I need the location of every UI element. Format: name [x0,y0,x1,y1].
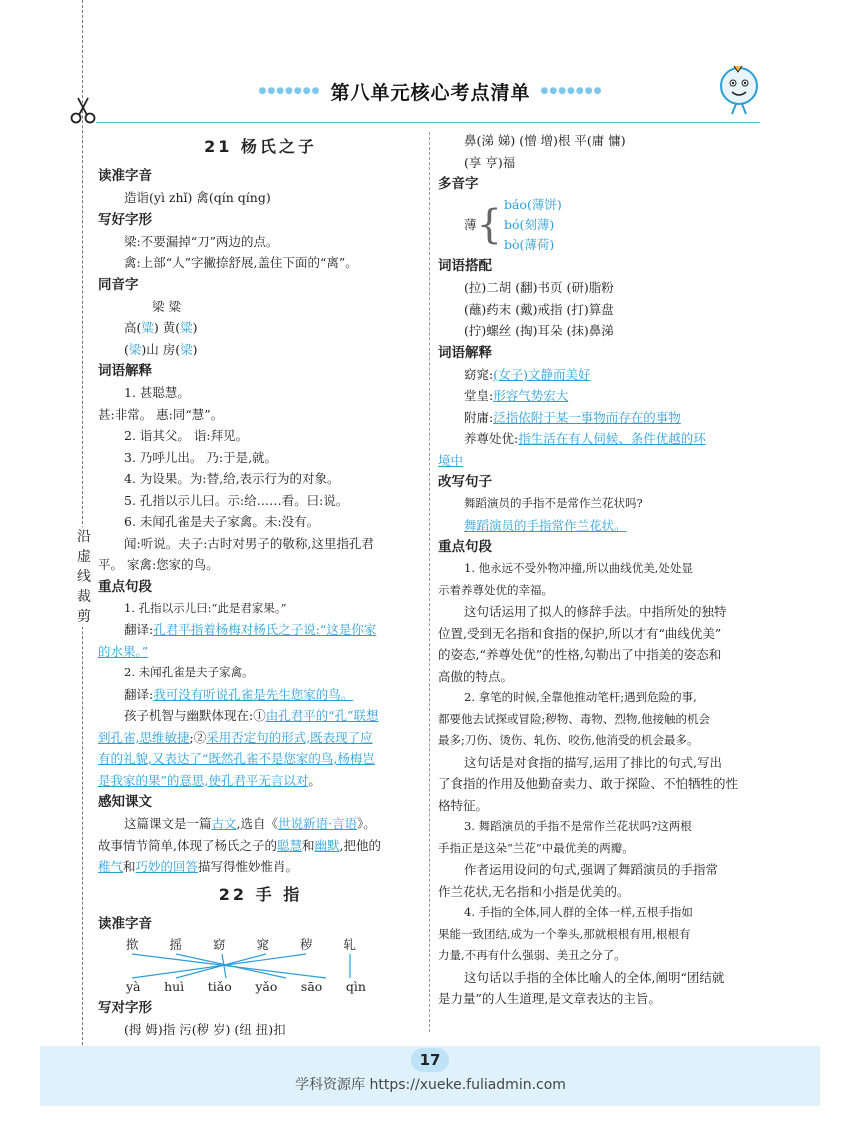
section-heading: 同音字 [98,275,147,296]
text: 高( [124,320,142,335]
analysis-line [98,748,423,770]
key-sentence: 示着养尊处优的幸福。 [438,582,553,597]
lesson-title-22: 22 手 指 [218,884,303,904]
brace-icon: { [476,202,502,248]
poly-reading: bò(薄荷) [503,237,555,252]
translation-line [98,684,423,706]
explain-line: 1. 甚聪慧。 [124,385,190,400]
pinyin: yà [126,978,141,994]
text: 窈窕: [464,366,494,382]
summary-line [98,835,423,857]
read-line: 造诣(yì zhǐ) 禽(qín qíng) [124,190,271,205]
text: 》。 [357,816,376,831]
explain-line [438,428,764,450]
analysis-line: 作兰花状,无名指和小指是优美的。 [438,883,630,899]
header-dots-right: ●●●●●●● [540,86,603,96]
analysis-line: 这句话运用了拟人的修辞手法。中指所处的独特 [464,604,727,619]
key-sentence: 手指正是这朵“兰花”中最优美的两瓣。 [438,840,634,855]
page-number: 17 [411,1048,449,1072]
explain-line [438,407,764,429]
char: 揿 [126,936,139,952]
key-sentence: 3. 舞蹈演员的手指不是常作兰花状吗?这两根 [464,819,692,833]
right-column [438,130,764,1010]
text: )山 房( [141,341,181,357]
section-heading: 读准字音 [98,914,160,935]
section-heading: 重点句段 [438,537,500,558]
text: 养尊处优: [464,431,519,446]
analysis-line: 这句话以手指的全体比喻人的全体,阐明“团结就 [464,969,725,985]
key-sentence: 1. 他永远不受外物冲撞,所以曲线优美,处处显 [464,561,693,575]
answer: 我可没有听说孔雀是先生您家的鸟。 [153,686,354,702]
text: 故事情节简单,体现了杨氏之子的 [98,837,277,853]
cut-line [82,0,83,1050]
text: ) [192,320,198,335]
answer: 梁 [128,341,142,357]
homophone-line [98,317,423,339]
key-sentence: 果能一致团结,成为一个拳头,那就根根有用,根根有 [438,926,691,941]
answer: 有的礼貌,又表达了“既然孔雀不是您家的鸟,杨梅岂 [98,751,375,766]
text: ) [192,341,198,357]
poly-readings [504,195,562,255]
rewrite-original: 舞蹈演员的手指不是常作兰花状吗? [464,496,643,510]
answer: 是我家的果”的意思,使孔君平无言以对 [98,772,309,788]
poly-reading: bó(刻薄) [503,217,555,232]
analysis-line: 作者运用设问的句式,强调了舞蹈演员的手指常 [464,862,718,877]
matching-lines [126,952,366,980]
explain-line [438,364,764,386]
text: ;② [189,729,207,745]
pinyin-row [126,979,366,994]
char-choice-line: (享 亨)福 [464,154,516,170]
scissors-icon [68,96,98,126]
text: 这篇课文是一篇 [124,816,212,831]
answer: 聪慧 [276,837,302,853]
analysis-line: 位置,受到无名指和食指的保护,所以才有“曲线优美” [438,625,722,641]
mascot-icon [714,62,764,118]
analysis-line [98,727,423,749]
explain-line [438,450,764,472]
analysis-line: 是力量”的人生道理,是文章表达的主旨。 [438,991,661,1006]
matching-exercise [98,935,423,997]
text: 堂皇: [464,388,494,403]
text: 翻译: [124,622,154,637]
explain-line: 6. 未闻孔雀是夫子家禽。未:没有。 [124,514,320,529]
rewrite-answer [438,515,764,537]
answer: 指生活在有人伺候、条件优越的环 [518,431,706,446]
char-row [126,935,356,953]
summary-line [98,856,423,878]
section-heading: 词语解释 [98,361,160,382]
explain-line: 平。 家禽:您家的鸟。 [98,557,219,572]
section-heading: 词语搭配 [438,256,500,277]
explain-line: 甚:非常。 惠:同“慧”。 [98,406,224,422]
answer: 古文 [211,816,237,831]
key-sentence: 2. 未闻孔雀是夫子家禽。 [124,665,254,679]
translation-line [98,641,423,663]
explain-line: 闻:听说。夫子:古时对男子的敬称,这里指孔君 [124,535,374,551]
key-sentence: 都要他去试探或冒险;秽物、毒物、烈物,他接触的机会 [438,711,711,726]
answer: 舞蹈演员的手指常作兰花状。 [464,517,627,533]
analysis-line [98,770,423,792]
cut-instruction: 沿虚线裁剪 [73,527,95,627]
section-heading: 写好字形 [98,210,160,231]
char: 窕 [256,936,269,952]
explain-line: 2. 诣其父。 诣:拜见。 [124,428,249,443]
poly-char: 薄 [464,217,477,233]
analysis-line: 格特征。 [438,797,489,813]
section-heading: 多音字 [438,174,487,195]
key-sentence: 4. 手指的全体,同人群的全体一样,五根手指如 [464,905,693,919]
pinyin: yǎo [255,978,278,994]
analysis-line: 高傲的特点。 [438,668,514,684]
pinyin: sāo [300,978,323,994]
text: 和 [302,837,315,853]
column-divider [429,132,430,1032]
explain-line: 3. 乃呼儿出。 乃:于是,就。 [124,449,278,465]
explain-line: 5. 孔指以示儿曰。示:给……看。曰:说。 [124,492,349,508]
answer: 稚气 [98,859,124,874]
collocation-line: (蘸)药末 (戴)戒指 (打)算盘 [464,301,614,317]
lesson-title-21: 21 杨氏之子 [204,137,317,156]
text: 翻译: [124,686,154,702]
analysis-line: 这句话是对食指的描写,运用了排比的句式,写出 [464,754,722,770]
page-title: 第八单元核心考点清单 [330,81,531,104]
char-choice-line: 鼻(涕 娣) (憎 增)根 平(庸 慵) [464,133,626,148]
text: 附庸: [464,409,494,425]
text: 和 [123,859,136,874]
footer-site[interactable]: 学科资源库 https://xueke.fuliadmin.com [295,1077,566,1093]
header-rule [96,122,760,123]
header-dots-left: ●●●●●●● [258,86,321,96]
text: ) 黄( [153,320,181,335]
text: ,把他的 [339,837,382,853]
key-sentence: 2. 拿笔的时候,全靠他推动笔杆;遇到危险的事, [464,690,697,704]
answer: 孔君平指着杨梅对杨氏之子说:“这是你家 [153,622,377,637]
homophone-line [98,339,423,361]
answer: 世说新语·言语 [278,816,357,831]
section-heading: 词语解释 [438,343,500,364]
explain-line [438,385,764,407]
collocation-line: (拧)螺丝 (掏)耳朵 (抹)鼻涕 [464,323,614,338]
analysis-line: 了食指的作用及他勤奋卖力、敢于探险、不怕牺牲的性 [438,776,739,791]
text-line: 禽:上部“人”字撇捺舒展,盖住下面的“离”。 [124,255,358,270]
answer: 粱 [180,320,193,335]
section-heading: 感知课文 [98,792,160,813]
answer: (女子)文静而美好 [493,366,591,382]
answer: 梁 [180,341,193,357]
answer: 形容气势宏大 [493,388,569,403]
pinyin: huì [164,978,185,994]
section-heading: 重点句段 [98,577,160,598]
key-sentence: 1. 孔指以示儿曰:“此是君家果。” [124,600,287,615]
section-heading: 改写句子 [438,472,500,493]
answer: 泛指依附于某一事物而存在的事物 [493,409,681,425]
collocation-line: (拉)二胡 (翻)书页 (研)脂粉 [464,280,614,295]
text: ( [124,341,129,357]
char: 摇 [169,936,182,952]
analysis-line [98,705,423,727]
text: 。 [308,772,321,788]
answer: 巧妙的回答 [135,859,199,874]
char: 窈 [212,936,226,952]
section-heading: 写对字形 [98,998,160,1019]
analysis-line: 的姿态,“养尊处优”的性格,勾勒出了中指美的姿态和 [438,647,722,662]
text: 描写得惟妙惟肖。 [198,859,299,874]
poly-reading: báo(薄饼) [503,197,562,212]
answer: 粱 [141,320,154,335]
explain-line: 4. 为设果。为:替,给,表示行为的对象。 [124,471,340,486]
pinyin: qìn [345,978,366,994]
homophone-chars: 梁 粱 [152,298,181,314]
answer: 采用否定句的形式,既表现了应 [206,729,373,745]
text-line: 梁:不要漏掉“刀”两边的点。 [124,233,279,249]
polyphone-block [438,195,764,255]
key-sentence: 最多;刀伤、烫伤、轧伤、咬伤,他消受的机会最多。 [438,733,699,747]
left-column [98,130,423,1040]
answer: 由孔君平的“孔”联想 [265,708,379,723]
section-heading: 读准字音 [98,166,160,187]
answer: 境中 [438,452,464,468]
char: 轧 [343,936,356,952]
text: 孩子机智与幽默体现在:① [124,708,266,723]
translation-line [98,619,423,641]
text: ,选自《 [236,816,279,831]
char-choice-line: (拇 姆)指 污(秽 岁) (纽 扭)扣 [124,1021,286,1037]
answer: 的水果。” [98,643,149,659]
page-header [258,78,603,104]
answer: 幽默 [314,837,340,853]
char: 秽 [299,936,313,952]
summary-line [98,813,423,835]
answer: 到孔雀,思维敏捷 [98,729,190,745]
key-sentence: 力量,不再有什么强弱、美丑之分了。 [438,948,626,962]
pinyin: tiǎo [207,978,232,994]
